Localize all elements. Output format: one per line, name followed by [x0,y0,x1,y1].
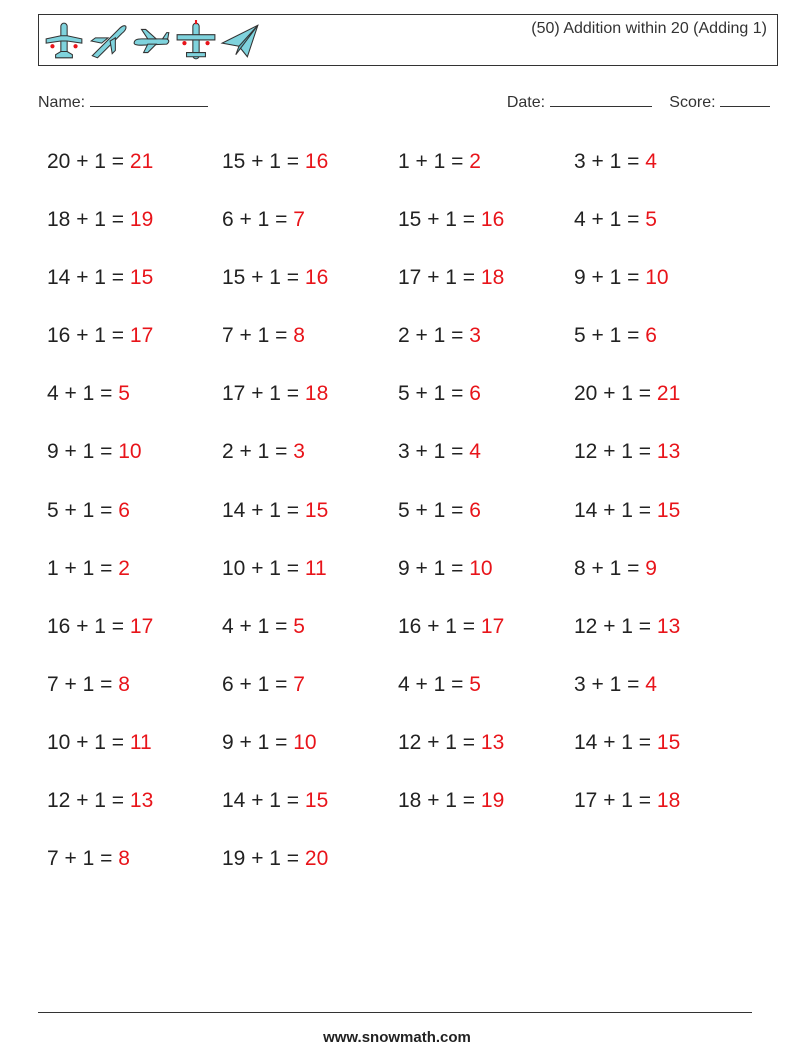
problem-question: 8 + 1 = [574,556,646,580]
problem-item [574,140,750,198]
problem-item [574,605,750,663]
problem-item [398,779,574,837]
problem-item [222,372,398,430]
problem-question: 16 + 1 = [47,324,130,348]
problem-question: 15 + 1 = [222,150,305,173]
problem-item [222,198,398,256]
problem-answer: 21 [129,150,154,173]
problem-question: 16 + 1 = [47,614,130,638]
problem-answer: 16 [304,266,329,290]
problem-item [398,314,574,372]
problem-item [47,140,222,198]
problem-question: 12 + 1 = [574,440,657,464]
problem-answer: 16 [304,150,329,173]
problem-answer: 13 [656,440,681,464]
problem-question: 15 + 1 = [222,266,305,290]
problem-item [398,372,574,430]
problem-item [222,779,398,837]
problem-item [47,663,222,721]
problem-question: 9 + 1 = [574,266,646,290]
problem-item [47,837,222,895]
problem-item [398,140,574,198]
problem-item [47,430,222,488]
problem-answer: 15 [656,498,681,522]
problem-item [398,430,574,488]
problem-item [574,256,750,314]
problem-item [47,721,222,779]
problem-question: 19 + 1 = [222,847,305,871]
paper-plane-icon [219,20,261,62]
problem-question: 20 + 1 = [574,382,657,406]
airplane-icon [131,20,173,62]
problem-item [47,779,222,837]
problem-answer: 10 [469,556,493,580]
problem-answer: 5 [118,382,130,406]
problem-question: 4 + 1 = [47,382,119,406]
problem-item [398,605,574,663]
problem-question: 2 + 1 = [222,440,294,464]
problem-answer: 11 [129,730,152,754]
problem-question: 17 + 1 = [398,266,481,290]
problem-question: 5 + 1 = [574,324,646,348]
problem-answer: 13 [129,789,154,813]
problem-question: 10 + 1 = [222,556,305,580]
problem-question: 4 + 1 = [222,614,294,638]
problem-answer: 6 [469,382,481,406]
problem-answer: 19 [129,208,154,232]
problem-answer: 2 [118,556,130,580]
airplane-icon [43,20,85,62]
problem-question: 9 + 1 = [398,556,470,580]
problem-answer: 6 [118,498,130,522]
problem-item [574,198,750,256]
problem-question: 9 + 1 = [47,440,119,464]
problem-question: 16 + 1 = [398,614,481,638]
problem-item [47,547,222,605]
problem-question: 14 + 1 = [574,498,657,522]
problem-grid [47,140,750,895]
problem-question: 1 + 1 = [398,150,470,173]
problem-question: 17 + 1 = [574,789,657,813]
problem-item [222,605,398,663]
problem-item [574,721,750,779]
problem-question: 20 + 1 = [47,150,130,173]
problem-question: 14 + 1 = [222,789,305,813]
problem-answer: 6 [469,498,481,522]
problem-item [398,489,574,547]
problem-item [574,430,750,488]
problem-answer: 17 [480,614,505,638]
problem-item [222,314,398,372]
problem-question: 4 + 1 = [398,672,470,696]
airplane-icon [175,20,217,62]
problem-answer: 8 [293,324,305,348]
problem-answer: 15 [304,498,329,522]
problem-answer: 15 [129,266,154,290]
problem-item [574,663,750,721]
problem-item [398,547,574,605]
problem-question: 2 + 1 = [398,324,470,348]
problem-question: 7 + 1 = [47,672,119,696]
problem-answer: 19 [480,789,505,813]
footer-divider [38,1012,752,1013]
problem-question: 5 + 1 = [398,382,470,406]
problem-question: 12 + 1 = [574,614,657,638]
problem-answer: 5 [645,208,657,232]
date-score-fields [507,92,770,112]
date-blank[interactable] [550,92,652,107]
name-field [38,92,208,112]
problem-answer: 18 [480,266,505,290]
problem-question: 5 + 1 = [398,498,470,522]
problem-answer: 13 [480,730,505,754]
problem-answer: 10 [293,730,317,754]
problem-answer: 3 [469,324,481,348]
problem-answer: 5 [469,672,481,696]
header-icons [43,20,261,62]
name-blank[interactable] [90,92,208,107]
problem-question: 12 + 1 = [47,789,130,813]
problem-item [47,314,222,372]
problem-question: 18 + 1 = [47,208,130,232]
problem-item [222,489,398,547]
problem-item [47,605,222,663]
problem-answer: 3 [293,440,305,464]
problem-answer: 5 [293,614,305,638]
problem-item [222,140,398,198]
problem-answer: 17 [129,324,154,348]
problem-item [222,430,398,488]
problem-item [222,547,398,605]
problem-question: 17 + 1 = [222,382,305,406]
problem-answer: 4 [469,440,481,464]
problem-answer: 7 [293,208,305,232]
score-blank[interactable] [720,92,770,107]
problem-item [47,489,222,547]
problem-answer: 8 [118,847,130,871]
problem-question: 5 + 1 = [47,498,119,522]
problem-answer: 10 [645,266,669,290]
worksheet-header [38,14,778,66]
problem-item [222,721,398,779]
footer-url: www.snowmath.com [323,1029,471,1046]
date-label: Date: [506,94,546,111]
problem-answer: 15 [656,730,681,754]
problem-item [574,547,750,605]
problem-item [574,372,750,430]
problem-answer: 20 [304,847,329,871]
score-label: Score: [669,94,716,111]
problem-answer: 10 [118,440,142,464]
problem-answer: 9 [645,556,657,580]
problem-question: 7 + 1 = [47,847,119,871]
problem-question: 12 + 1 = [398,730,481,754]
problem-answer: 4 [645,150,657,173]
problem-item [222,837,398,895]
problem-answer: 11 [304,556,327,580]
problem-question: 3 + 1 = [574,150,646,173]
problem-answer: 6 [645,324,657,348]
problem-answer: 4 [645,672,657,696]
problem-question: 1 + 1 = [47,556,119,580]
problem-answer: 16 [480,208,505,232]
problem-question: 9 + 1 = [222,730,294,754]
problem-answer: 17 [129,614,154,638]
problem-answer: 13 [656,614,681,638]
problem-question: 14 + 1 = [222,498,305,522]
problem-answer: 18 [656,789,681,813]
problem-question: 3 + 1 = [398,440,470,464]
problem-item [222,256,398,314]
problem-item [47,372,222,430]
problem-answer: 7 [293,672,305,696]
problem-answer: 2 [469,150,481,173]
problem-question: 15 + 1 = [398,208,481,232]
problem-question: 14 + 1 = [47,266,130,290]
problem-answer: 8 [118,672,130,696]
problem-question: 4 + 1 = [574,208,646,232]
problem-item [47,256,222,314]
problem-item [398,198,574,256]
problem-question: 7 + 1 = [222,324,294,348]
problem-question: 6 + 1 = [222,672,294,696]
problem-question: 6 + 1 = [222,208,294,232]
problem-item [574,489,750,547]
airplane-icon [87,20,129,62]
problem-item [398,256,574,314]
problem-item [574,314,750,372]
problem-item [222,663,398,721]
problem-answer: 18 [304,382,329,406]
problem-item [398,721,574,779]
problem-question: 14 + 1 = [574,730,657,754]
name-label: Name: [38,94,86,111]
problem-question: 18 + 1 = [398,789,481,813]
problem-question: 10 + 1 = [47,730,130,754]
problem-answer: 21 [656,382,681,406]
problem-item [574,779,750,837]
problem-item [47,198,222,256]
problem-item [398,663,574,721]
problem-answer: 15 [304,789,329,813]
worksheet-title: (50) Addition within 20 (Adding 1) [531,20,767,37]
problem-question: 3 + 1 = [574,672,646,696]
